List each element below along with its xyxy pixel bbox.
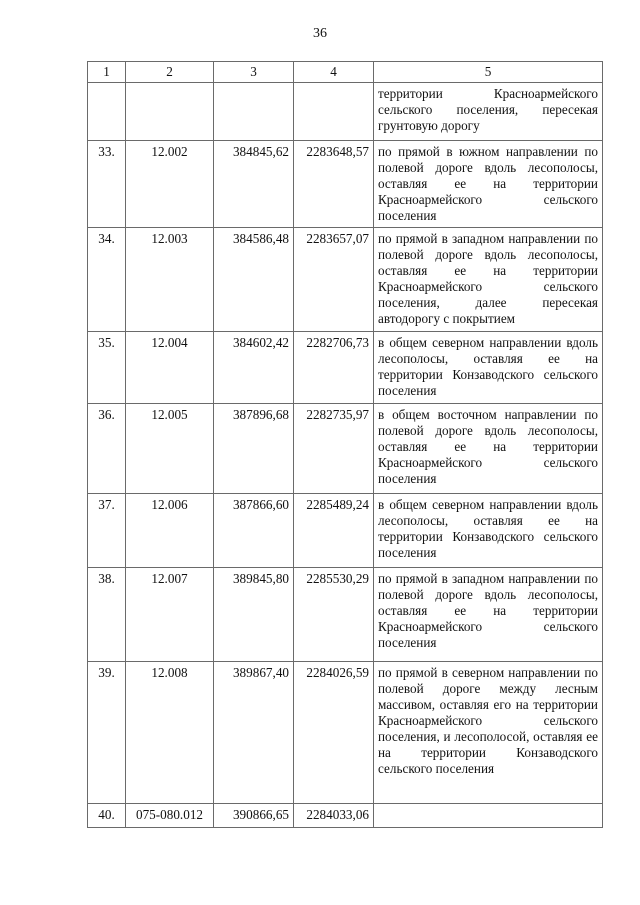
table-row (88, 494, 603, 568)
row-number: 39. (88, 662, 126, 804)
boundary-description: в общем северном направлении вдоль лесополосы, оставляя ее на территории Конзаводского сельского поселения (374, 332, 603, 404)
boundary-description: по прямой в южном направлении по полевой дороге вдоль лесополосы, оставляя ее на территории Красноармейского сельского поселения (374, 141, 603, 228)
boundary-description: в общем северном направлении вдоль лесополосы, оставляя ее на территории Конзаводского сельского поселения (374, 494, 603, 568)
table-row (88, 662, 603, 804)
row-number: 35. (88, 332, 126, 404)
header-col-4: 4 (294, 62, 374, 83)
header-col-1: 1 (88, 62, 126, 83)
table-row (88, 83, 603, 141)
table-row (88, 141, 603, 228)
row-number: 37. (88, 494, 126, 568)
coord-y: 2285530,29 (294, 568, 374, 662)
table-row (88, 804, 603, 828)
point-code (126, 83, 214, 141)
row-number: 40. (88, 804, 126, 828)
row-number: 34. (88, 228, 126, 332)
coord-y: 2285489,24 (294, 494, 374, 568)
coord-x: 387896,68 (214, 404, 294, 494)
table-row (88, 332, 603, 404)
point-code: 075-080.012 (126, 804, 214, 828)
coord-x: 384602,42 (214, 332, 294, 404)
coord-x (214, 83, 294, 141)
coord-x: 384845,62 (214, 141, 294, 228)
header-col-3: 3 (214, 62, 294, 83)
row-number (88, 83, 126, 141)
table-row (88, 404, 603, 494)
table-header-row (88, 62, 603, 83)
coord-y: 2283648,57 (294, 141, 374, 228)
coord-y: 2284033,06 (294, 804, 374, 828)
table-row (88, 568, 603, 662)
coord-x: 390866,65 (214, 804, 294, 828)
page-number: 36 (313, 26, 327, 41)
boundary-description (374, 804, 603, 828)
boundary-description: по прямой в западном направлении по полевой дороге вдоль лесополосы, оставляя ее на территории Красноармейского сельского поселения, далее пересекая автодорогу с покрытием (374, 228, 603, 332)
coord-y: 2282735,97 (294, 404, 374, 494)
boundary-description: по прямой в северном направлении по полевой дороге между лесным массивом, оставляя его на территории Красноармейского сельского поселения, и лесополосой, оставляя ее на территории Конзаводского сельского поселения (374, 662, 603, 804)
coord-x: 387866,60 (214, 494, 294, 568)
row-number: 33. (88, 141, 126, 228)
point-code: 12.003 (126, 228, 214, 332)
point-code: 12.006 (126, 494, 214, 568)
coord-x: 389845,80 (214, 568, 294, 662)
boundary-description: территории Красноармейского сельского поселения, пересекая грунтовую дорогу (374, 83, 603, 141)
coord-x: 384586,48 (214, 228, 294, 332)
header-col-5: 5 (374, 62, 603, 83)
point-code: 12.005 (126, 404, 214, 494)
coord-x: 389867,40 (214, 662, 294, 804)
coord-y (294, 83, 374, 141)
point-code: 12.007 (126, 568, 214, 662)
point-code: 12.008 (126, 662, 214, 804)
row-number: 36. (88, 404, 126, 494)
coord-y: 2282706,73 (294, 332, 374, 404)
boundary-description-table (87, 61, 603, 828)
table-row (88, 228, 603, 332)
boundary-description: в общем восточном направлении по полевой дороге вдоль лесополосы, оставляя ее на территории Красноармейского сельского поселения (374, 404, 603, 494)
header-col-2: 2 (126, 62, 214, 83)
point-code: 12.002 (126, 141, 214, 228)
row-number: 38. (88, 568, 126, 662)
coord-y: 2283657,07 (294, 228, 374, 332)
boundary-description: по прямой в западном направлении по полевой дороге вдоль лесополосы, оставляя ее на территории Красноармейского сельского поселения (374, 568, 603, 662)
point-code: 12.004 (126, 332, 214, 404)
coord-y: 2284026,59 (294, 662, 374, 804)
